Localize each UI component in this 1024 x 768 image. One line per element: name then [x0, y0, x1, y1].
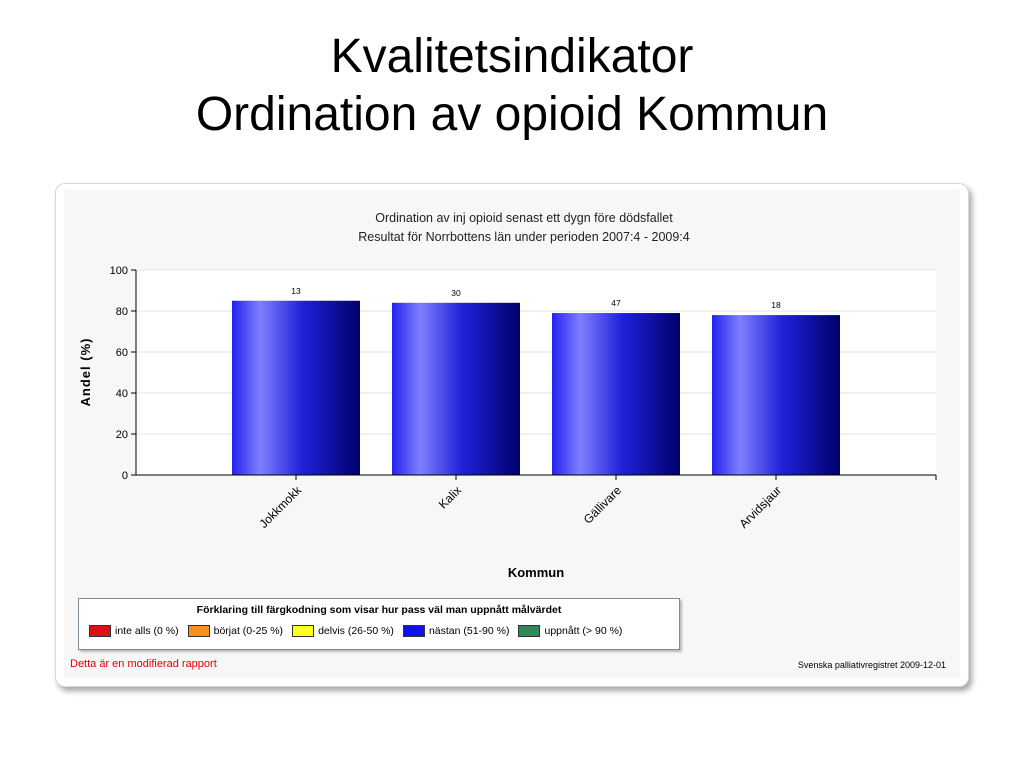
chart-subtitle: Resultat för Norrbottens län under perioden 2007:4 - 2009:4	[358, 230, 690, 244]
x-tick-label: Kalix	[435, 483, 465, 512]
legend-swatch-red	[89, 625, 111, 637]
legend-item-delvis	[292, 625, 394, 637]
legend-item-nastan	[403, 625, 510, 637]
bar-data-label: 30	[451, 287, 461, 298]
x-axis-label: Kommun	[507, 565, 565, 580]
slide-title	[0, 28, 1024, 144]
bar-data-label: 13	[291, 285, 301, 296]
x-tick-label: Gällivare	[580, 483, 625, 527]
legend-label: nästan (51-90 %)	[428, 625, 510, 637]
y-tick-label: 40	[115, 388, 128, 400]
bar-chart	[56, 184, 968, 594]
legend-label: uppnått (> 90 %)	[544, 625, 623, 637]
chart-title: Ordination av inj opioid senast ett dygn före dödsfallet	[375, 211, 673, 225]
bar	[712, 315, 840, 475]
x-tick-label: Arvidsjaur	[736, 483, 785, 531]
bar	[232, 301, 360, 475]
legend-label: delvis (26-50 %)	[318, 625, 394, 637]
bar	[392, 303, 520, 475]
source-note: Svenska palliativregistret 2009-12-01	[797, 660, 946, 670]
color-legend	[78, 598, 680, 650]
bar-data-label: 18	[771, 300, 781, 311]
x-tick-label: Jokkmokk	[256, 483, 305, 531]
legend-swatch-yellow	[292, 625, 314, 637]
legend-swatch-blue	[403, 625, 425, 637]
y-axis-label: Andel (%)	[78, 337, 93, 407]
report-panel	[55, 183, 969, 687]
bar-data-label: 47	[611, 298, 621, 309]
legend-item-borjat	[188, 625, 283, 637]
y-tick-label: 80	[115, 306, 128, 318]
legend-label: börjat (0-25 %)	[213, 625, 284, 637]
legend-items	[89, 625, 622, 637]
y-tick-label: 20	[115, 429, 128, 441]
slide-title-line-2: Ordination av opioid Kommun	[195, 88, 829, 141]
y-tick-label: 0	[121, 470, 128, 482]
y-tick-label: 100	[109, 265, 128, 277]
legend-item-uppnatt	[518, 625, 622, 637]
slide-title-line-1: Kvalitetsindikator	[330, 30, 694, 83]
legend-label: inte alls (0 %)	[115, 625, 179, 637]
y-tick-label: 60	[115, 347, 128, 359]
legend-swatch-green	[518, 625, 540, 637]
legend-item-inte-alls	[89, 625, 179, 637]
legend-title: Förklaring till färgkodning som visar hur pass väl man uppnått målvärdet	[196, 604, 562, 616]
legend-swatch-orange	[188, 625, 210, 637]
modified-report-note: Detta är en modifierad rapport	[70, 658, 217, 670]
bar	[552, 313, 680, 475]
